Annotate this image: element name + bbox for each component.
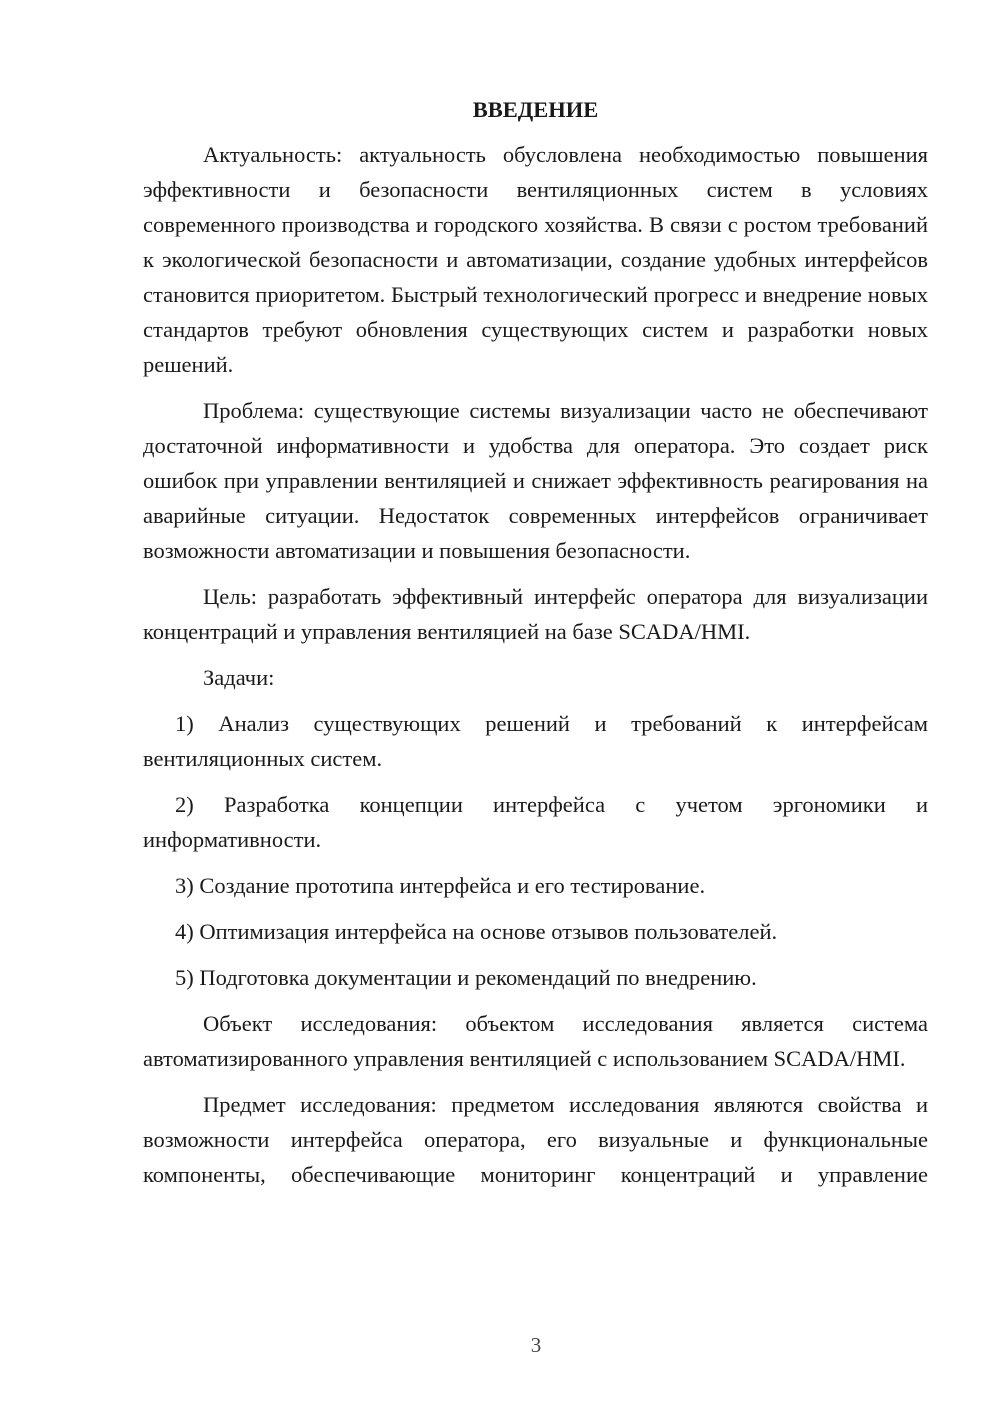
task-item-1: 1) Анализ существующих решений и требований к интерфейсам вентиляционных систем.	[143, 711, 928, 771]
page-number: 3	[530, 1333, 542, 1357]
task-item-5: 5) Подготовка документации и рекомендаций по внедрению.	[175, 965, 757, 990]
paragraph-problem: Проблема: существующие системы визуализации часто не обеспечивают достаточной информативности и удобства для оператора. Это создает риск ошибок при управлении вентиляцией и снижает эффективность реагирования на аварийные ситуации. Недостаток современных интерфейсов ограничивает возможности автоматизации и повышения безопасности.	[143, 398, 928, 563]
task-item-4: 4) Оптимизация интерфейса на основе отзывов пользователей.	[175, 919, 778, 944]
task-item-2: 2) Разработка концепции интерфейса с учетом эргономики и информативности.	[143, 792, 928, 852]
paragraph-subject: Предмет исследования: предметом исследования являются свойства и возможности интерфейса оператора, его визуальные и функциональные компоненты, обеспечивающие мониторинг концентраций и управление	[143, 1092, 928, 1187]
tasks-label: Задачи:	[203, 665, 275, 690]
paragraph-goal: Цель: разработать эффективный интерфейс оператора для визуализации концентраций и управления вентиляцией на базе SCADA/HMI.	[143, 584, 928, 644]
task-item-3: 3) Создание прототипа интерфейса и его тестирование.	[175, 873, 706, 898]
page-content	[143, 95, 928, 1203]
paragraph-object: Объект исследования: объектом исследования является система автоматизированного управления вентиляцией с использованием SCADA/HMI.	[143, 1011, 928, 1071]
section-title: ВВЕДЕНИЕ	[472, 97, 599, 122]
paragraph-relevance: Актуальность: актуальность обусловлена необходимостью повышения эффективности и безопасности вентиляционных систем в условиях современного производства и городского хозяйства. В связи с ростом требований к экологической безопасности и автоматизации, создание удобных интерфейсов становится приоритетом. Быстрый технологический прогресс и внедрение новых стандартов требуют обновления существующих систем и разработки новых решений.	[143, 142, 928, 377]
